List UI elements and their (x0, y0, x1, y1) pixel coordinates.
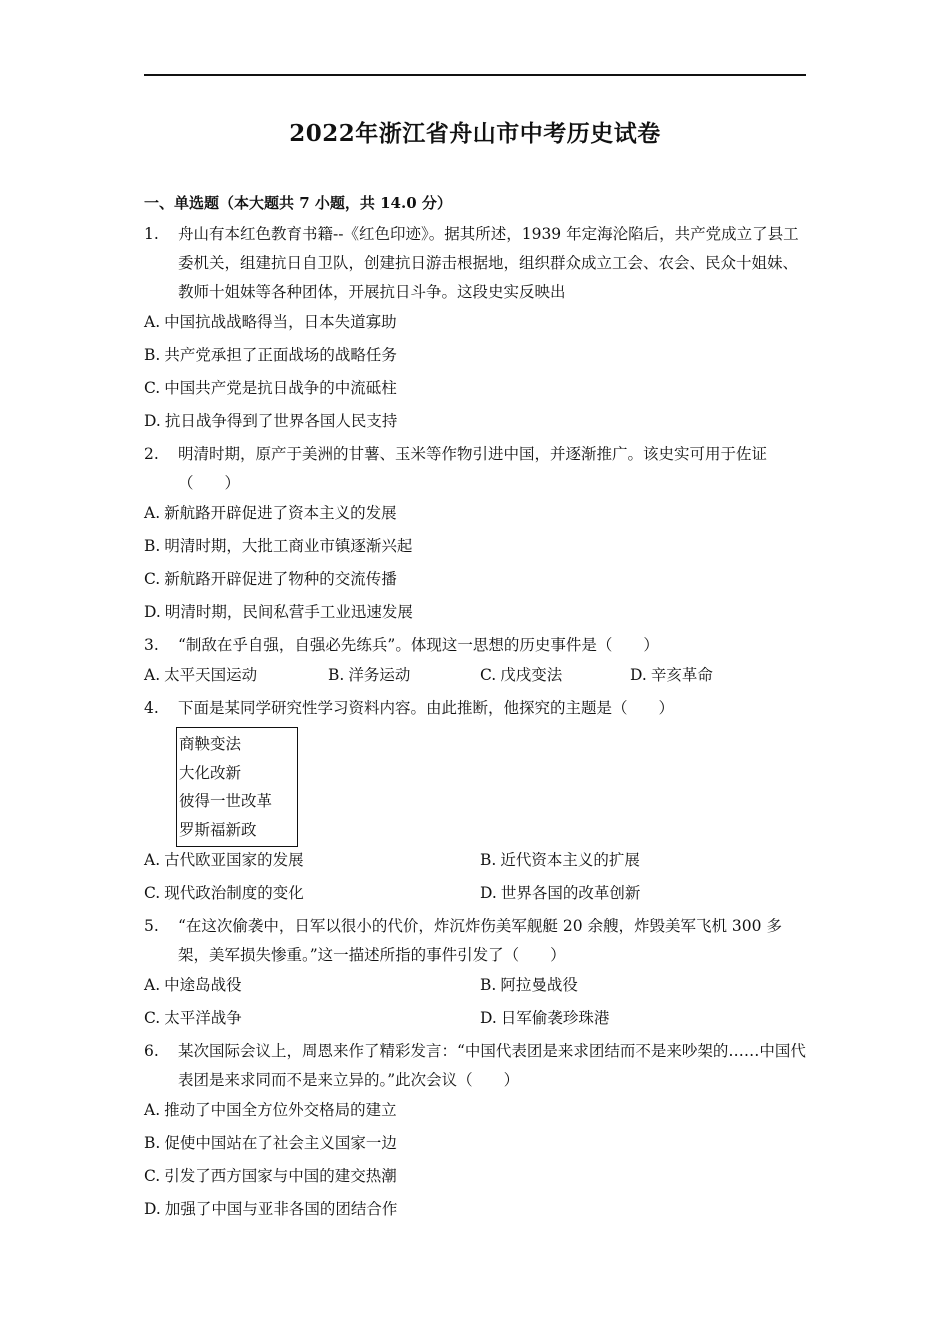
option-1a[interactable]: A. 中国抗战战略得当，日本失道寡助 (144, 313, 397, 331)
question-text: “制敌在乎自强，自强必先练兵”。体现这一思想的历史事件是（ ） (178, 636, 659, 654)
option-1c[interactable]: C. 中国共产党是抗日战争的中流砥柱 (144, 379, 397, 397)
section-header: 一、单选题（本大题共 7 小题，共 14.0 分） (144, 194, 452, 212)
option-5b[interactable]: B. 阿拉曼战役 (480, 976, 578, 994)
material-item: 商鞅变法 (179, 735, 242, 753)
question-number: 6. (144, 1042, 159, 1060)
option-6a[interactable]: A. 推动了中国全方位外交格局的建立 (144, 1101, 397, 1119)
option-4c[interactable]: C. 现代政治制度的变化 (144, 884, 304, 902)
question-number: 2. (144, 445, 159, 463)
question-text: 下面是某同学研究性学习资料内容。由此推断，他探究的主题是（ ） (178, 699, 675, 717)
option-6d[interactable]: D. 加强了中国与亚非各国的团结合作 (144, 1200, 398, 1218)
question-text: 某次国际会议上，周恩来作了精彩发言：“中国代表团是来求团结而不是来吵架的……中国代表团是来求同而不是来立异的。”此次会议（ ） (178, 1042, 806, 1089)
option-2a[interactable]: A. 新航路开辟促进了资本主义的发展 (144, 504, 397, 522)
option-4a[interactable]: A. 古代欧亚国家的发展 (144, 851, 304, 869)
option-5a[interactable]: A. 中途岛战役 (144, 976, 242, 994)
question-4 (144, 694, 806, 723)
option-2d[interactable]: D. 明清时期，民间私营手工业迅速发展 (144, 603, 413, 621)
header-rule (144, 74, 806, 76)
option-2b[interactable]: B. 明清时期，大批工商业市镇逐渐兴起 (144, 537, 413, 555)
page-title: 2022年浙江省舟山市中考历史试卷 (289, 120, 661, 147)
option-3a[interactable]: A. 太平天国运动 (144, 666, 258, 684)
question-2 (144, 440, 806, 498)
question-6 (144, 1037, 806, 1095)
option-3c[interactable]: C. 戊戌变法 (480, 666, 563, 684)
option-3d[interactable]: D. 辛亥革命 (630, 666, 713, 684)
question-3 (144, 631, 806, 660)
option-5d[interactable]: D. 日军偷袭珍珠港 (480, 1009, 610, 1027)
question-number: 4. (144, 699, 159, 717)
material-item: 彼得一世改革 (179, 792, 273, 811)
question-number: 5. (144, 917, 159, 935)
question-1 (144, 220, 806, 307)
material-box (176, 727, 298, 847)
option-1d[interactable]: D. 抗日战争得到了世界各国人民支持 (144, 412, 398, 430)
option-4b[interactable]: B. 近代资本主义的扩展 (480, 851, 640, 869)
option-6c[interactable]: C. 引发了西方国家与中国的建交热潮 (144, 1167, 397, 1185)
material-item: 大化改新 (179, 763, 242, 782)
material-item: 罗斯福新政 (179, 820, 257, 839)
option-6b[interactable]: B. 促使中国站在了社会主义国家一边 (144, 1134, 397, 1152)
question-5 (144, 912, 806, 970)
option-3b[interactable]: B. 洋务运动 (328, 666, 411, 684)
question-text: 明清时期，原产于美洲的甘薯、玉米等作物引进中国，并逐渐推广。该史实可用于佐证（ ） (178, 445, 768, 492)
question-number: 3. (144, 636, 159, 654)
question-text: “在这次偷袭中，日军以很小的代价，炸沉炸伤美军舰艇 20 余艘，炸毁美军飞机 300 多架，美军损失惨重。”这一描述所指的事件引发了（ ） (178, 917, 782, 964)
question-text: 舟山有本红色教育书籍--《红色印迹》。据其所述，1939 年定海沦陷后，共产党成立了县工委机关，组建抗日自卫队，创建抗日游击根据地，组织群众成立工会、农会、民众十姐妹、教师十姐妹等各种团体，开展抗日斗争。这段史实反映出 (178, 225, 799, 301)
option-4d[interactable]: D. 世界各国的改革创新 (480, 884, 641, 902)
option-5c[interactable]: C. 太平洋战争 (144, 1009, 242, 1027)
question-number: 1. (144, 225, 159, 243)
option-1b[interactable]: B. 共产党承担了正面战场的战略任务 (144, 346, 397, 364)
option-2c[interactable]: C. 新航路开辟促进了物种的交流传播 (144, 570, 397, 588)
